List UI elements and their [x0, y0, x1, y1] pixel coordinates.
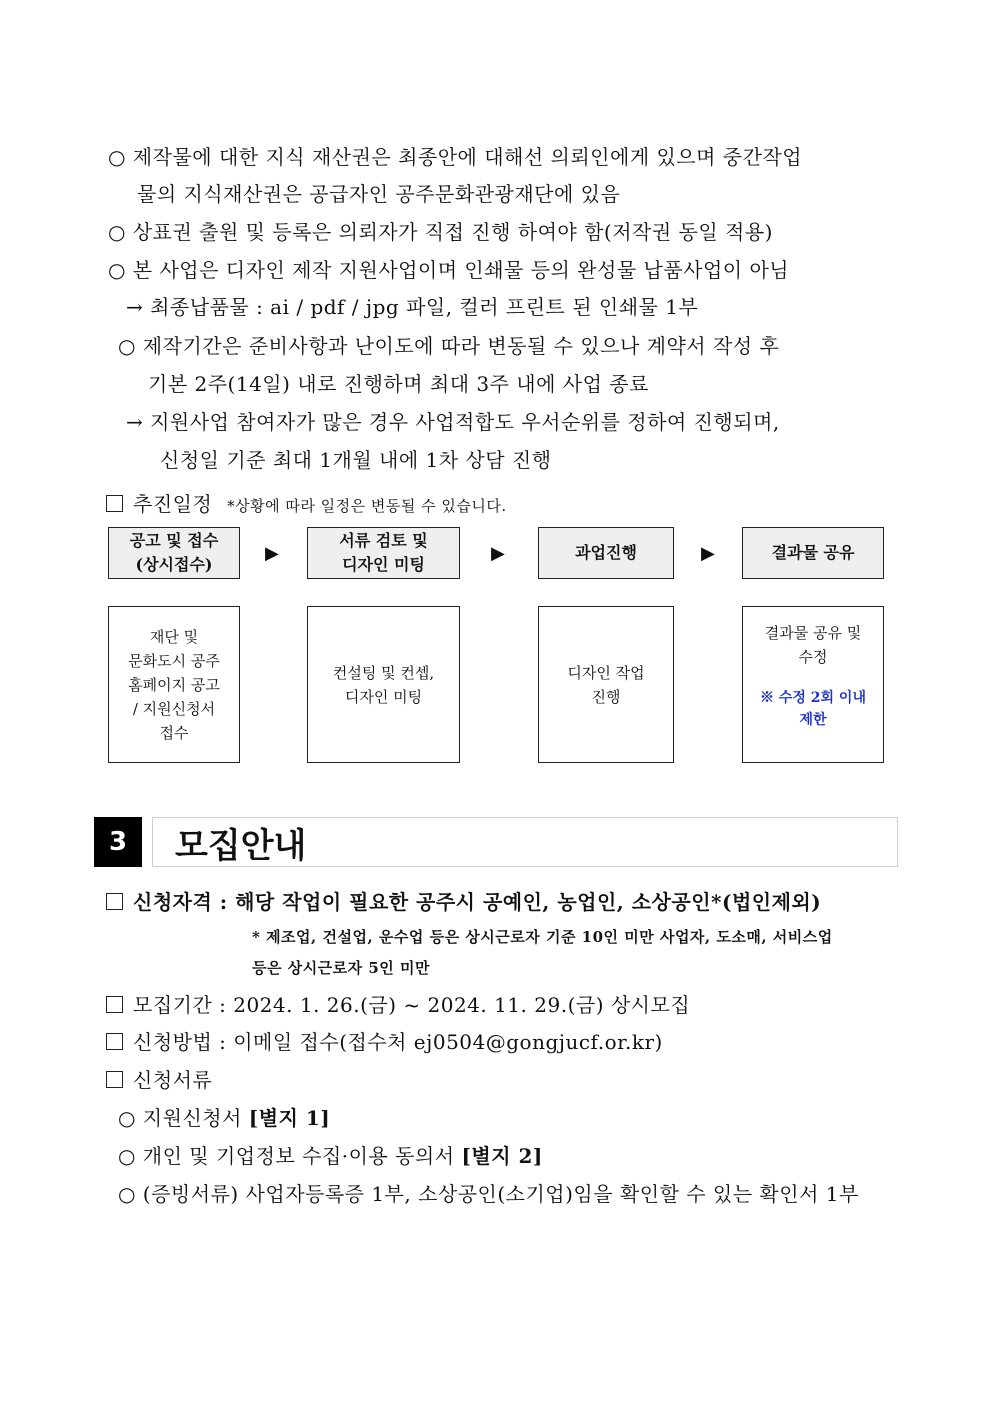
qualification-note: * 제조업, 건설업, 운수업 등은 상시근로자 기준 10인 미만 사업자, 도소매, 서비스업 [252, 928, 833, 946]
revision-limit-note: ※ 수정 2회 이내 [760, 690, 866, 706]
method-text: 신청방법 : 이메일 접수(접수처 ej0504@gongjucf.or.kr) [133, 1030, 663, 1054]
note-period: ○ 제작기간은 준비사항과 난이도에 따라 변동될 수 있으나 계약서 작성 후 [118, 334, 780, 358]
flow-step-4-head [742, 527, 884, 579]
qualification-note-cont: 등은 상시근로자 5인 미만 [252, 959, 431, 977]
schedule-note: *상황에 따라 일정은 변동될 수 있습니다. [227, 497, 507, 515]
flow-step-2-body [307, 606, 460, 763]
flow-arrow-icon: ▶ [491, 543, 505, 564]
note-scope: ○ 본 사업은 디자인 제작 지원사업이며 인쇄물 등의 완성물 납품사업이 아님 [108, 258, 790, 282]
flow-step-4-body-line: 결과물 공유 및 [764, 624, 862, 642]
doc-item-1-tag: [별지 1] [248, 1106, 331, 1130]
method-row [106, 1026, 663, 1055]
doc-item-3: ○ (증빙서류) 사업자등록증 1부, 소상공인(소기업)임을 확인할 수 있는 확인서 1부 [118, 1182, 859, 1206]
section-title-text: 모집안내 [175, 825, 307, 866]
flow-step-2-body-line: 컨설팅 및 컨셉, [332, 663, 435, 682]
flow-arrow-icon: ▶ [701, 543, 715, 564]
flow-arrow-icon: ▶ [265, 543, 279, 564]
docs-label: 신청서류 [133, 1068, 213, 1092]
flow-step-2-head-line: 서류 검토 및 [339, 531, 428, 550]
flow-step-1-body [108, 606, 240, 763]
doc-item-2-tag: [별지 2] [461, 1144, 543, 1168]
checkbox-square-icon [106, 495, 123, 512]
flow-step-3-head [538, 527, 674, 579]
period-text: 모집기간 : 2024. 1. 26.(금) ~ 2024. 11. 29.(금) 상시모집 [133, 993, 691, 1017]
flow-step-1-body-line: / 지원신청서 [132, 699, 216, 718]
flow-step-3-body-line: 진행 [591, 687, 621, 706]
flow-step-1-head-line: (상시접수) [135, 555, 213, 574]
doc-item-1 [118, 1102, 330, 1131]
schedule-heading [106, 488, 507, 517]
note-priority: → 지원사업 참여자가 많은 경우 사업적합도 우서순위를 정하여 진행되며, [126, 410, 780, 434]
flow-step-4-body [742, 606, 884, 763]
schedule-label: 추진일정 [133, 492, 213, 516]
flow-step-1-body-line: 문화도시 공주 [128, 651, 220, 670]
qualification-label: 신청자격 : [133, 890, 236, 914]
checkbox-square-icon [106, 893, 123, 910]
flow-step-2-head-line: 디자인 미팅 [342, 555, 425, 574]
flow-step-1-body-line: 재단 및 [149, 627, 199, 646]
flow-step-1-body-line: 홈페이지 공고 [128, 675, 220, 694]
flow-step-3-body [538, 606, 674, 763]
note-trademark: ○ 상표권 출원 및 등록은 의뢰자가 직접 진행 하여야 함(저작권 동일 적용) [108, 220, 773, 244]
checkbox-square-icon [106, 996, 123, 1013]
note-priority-cont: 신청일 기준 최대 1개월 내에 1차 상담 진행 [160, 448, 552, 472]
flow-step-1-head [108, 527, 240, 579]
note-deliverables: → 최종납품물 : ai / pdf / jpg 파일, 컬러 프린트 된 인쇄물 1부 [126, 295, 699, 319]
flow-step-1-head-line: 공고 및 접수 [129, 531, 219, 550]
docs-row [106, 1064, 212, 1093]
qualification-row [106, 886, 821, 915]
checkbox-square-icon [106, 1033, 123, 1050]
flow-step-2-body-line: 디자인 미팅 [344, 687, 423, 706]
flow-step-4-head-line: 결과물 공유 [771, 543, 855, 562]
flow-step-3-head-line: 과업진행 [575, 543, 637, 562]
doc-item-1-text: ○ 지원신청서 [118, 1106, 249, 1130]
flow-step-2-head [307, 527, 460, 579]
period-row [106, 989, 690, 1018]
doc-item-2 [118, 1140, 543, 1169]
flow-step-1-body-line: 접수 [159, 723, 189, 742]
revision-limit-note: 제한 [799, 712, 827, 729]
section-number: 3 [94, 817, 142, 867]
note-ip-rights: ○ 제작물에 대한 지식 재산권은 최종안에 대해선 의뢰인에게 있으며 중간작업 [108, 145, 803, 169]
note-period-cont: 기본 2주(14일) 내로 진행하며 최대 3주 내에 사업 종료 [148, 372, 649, 396]
qualification-value: 해당 작업이 필요한 공주시 공예인, 농업인, 소상공인*(법인제외) [235, 890, 822, 914]
flow-step-4-body-line: 수정 [798, 648, 828, 666]
note-ip-rights-cont: 물의 지식재산권은 공급자인 공주문화관광재단에 있음 [137, 182, 621, 206]
flow-step-3-body-line: 디자인 작업 [567, 663, 645, 682]
section-title [152, 817, 898, 867]
doc-item-2-text: ○ 개인 및 기업정보 수집·이용 동의서 [118, 1144, 462, 1168]
checkbox-square-icon [106, 1071, 123, 1088]
